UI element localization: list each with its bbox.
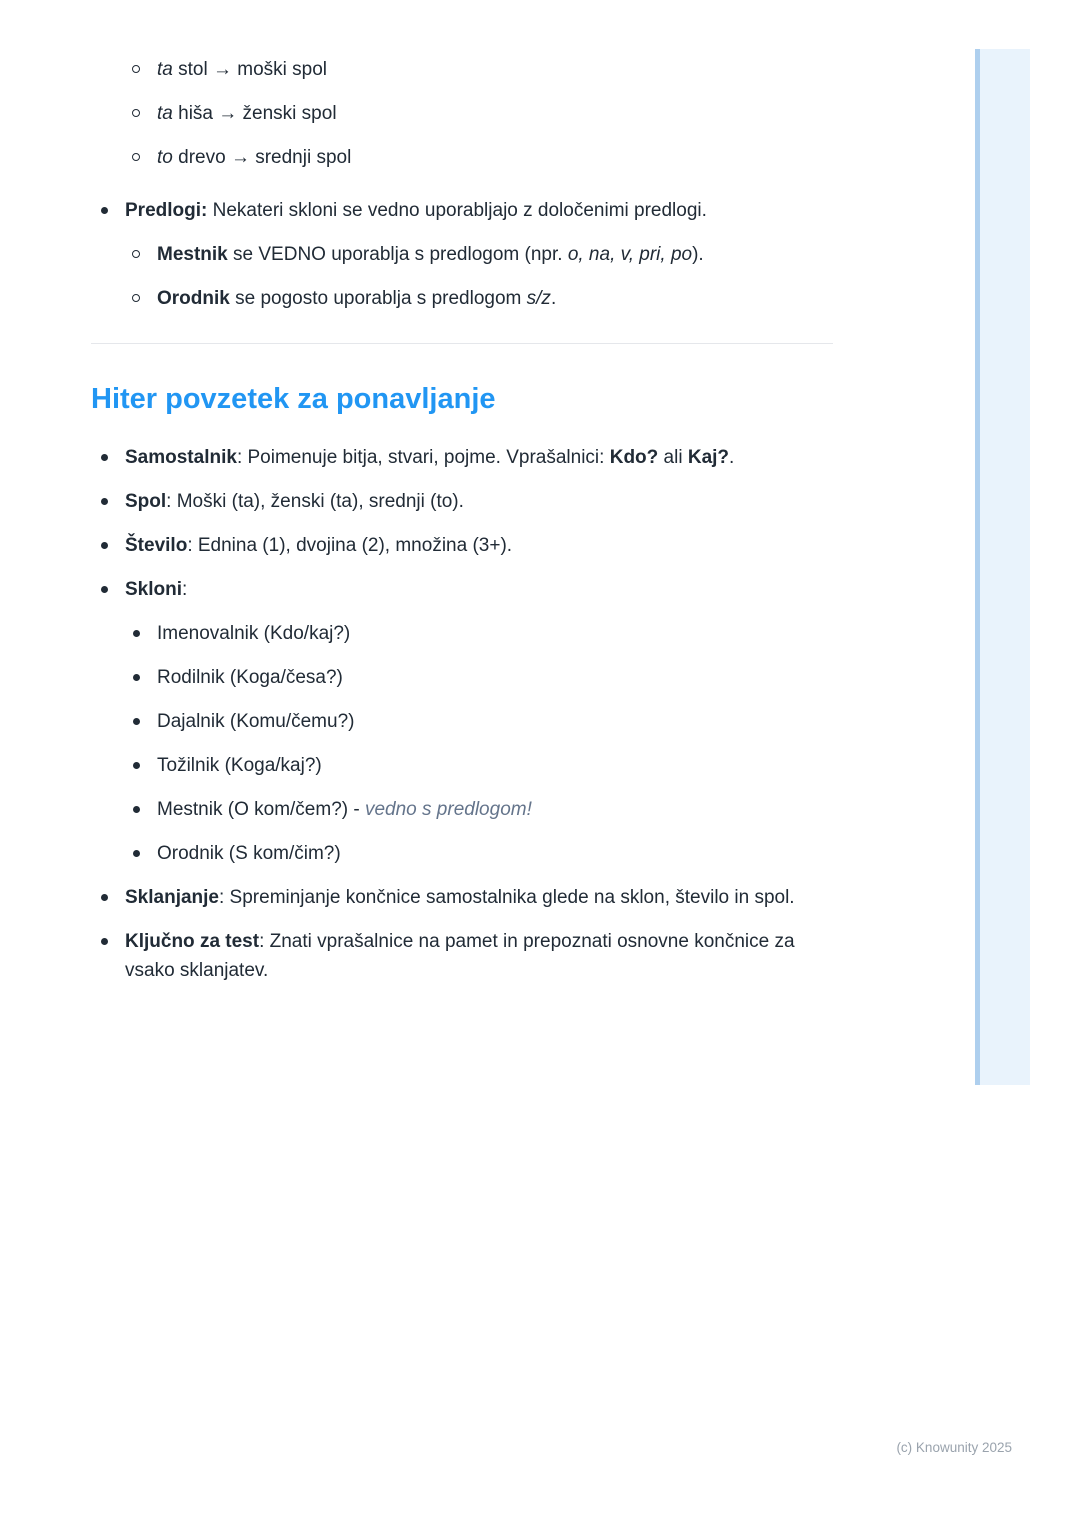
list-item-text: Sklanjanje: Spreminjanje končnice samostalnika glede na sklon, število in spol. <box>125 887 795 908</box>
list-item-text: Orodnik se pogosto uporablja s predlogom s/z. <box>157 288 557 309</box>
list-item-text: Spol: Moški (ta), ženski (ta), srednji (to). <box>125 491 464 512</box>
summary-list <box>91 443 833 985</box>
list-item-text: Rodilnik (Koga/česa?) <box>157 667 343 688</box>
list-item <box>91 55 833 84</box>
predlogi-list <box>91 196 833 225</box>
list-item <box>125 663 833 692</box>
list-item-text: Skloni: <box>125 579 188 600</box>
gender-example-list <box>91 55 833 172</box>
list-item <box>91 487 833 516</box>
list-item-text: Samostalnik: Poimenuje bitja, stvari, pojme. Vprašalnici: Kdo? ali Kaj?. <box>125 447 735 468</box>
list-item-text: to drevo → srednji spol <box>157 147 352 168</box>
list-item-text: ta hiša → ženski spol <box>157 103 337 124</box>
list-item-text: ta stol → moški spol <box>157 59 328 80</box>
list-item-text: Mestnik se VEDNO uporablja s predlogom (npr. o, na, v, pri, po). <box>157 244 704 265</box>
copyright-note: (c) Knowunity 2025 <box>896 1440 1012 1455</box>
list-item-text: Ključno za test: Znati vprašalnice na pamet in prepoznati osnovne končnice za vsako sklanjatev. <box>125 931 795 981</box>
scrollbar-track[interactable] <box>975 49 1030 1085</box>
skloni-sub-list <box>125 619 833 868</box>
list-item <box>125 751 833 780</box>
list-item <box>91 883 833 912</box>
list-item <box>125 707 833 736</box>
list-item-text: Orodnik (S kom/čim?) <box>157 843 341 864</box>
list-item <box>91 196 833 225</box>
list-item <box>91 284 833 313</box>
list-item-text: Mestnik (O kom/čem?) - vedno s predlogom! <box>157 799 532 820</box>
list-item <box>91 143 833 172</box>
section-divider <box>91 343 833 344</box>
section-heading: Hiter povzetek za ponavljanje <box>91 383 496 415</box>
list-item <box>91 927 833 985</box>
list-item-text: Imenovalnik (Kdo/kaj?) <box>157 623 351 644</box>
list-item-text: Predlogi: Nekateri skloni se vedno uporabljajo z določenimi predlogi. <box>125 200 707 221</box>
list-item <box>91 99 833 128</box>
predlogi-sub-list <box>91 240 833 313</box>
document-content <box>91 55 833 1000</box>
list-item-text: Dajalnik (Komu/čemu?) <box>157 711 355 732</box>
list-item <box>91 443 833 472</box>
list-item <box>91 575 833 868</box>
list-item-text: Tožilnik (Koga/kaj?) <box>157 755 322 776</box>
list-item <box>125 619 833 648</box>
list-item <box>125 839 833 868</box>
list-item-text: Število: Ednina (1), dvojina (2), množina (3+). <box>125 535 513 556</box>
list-item <box>91 240 833 269</box>
list-item <box>91 531 833 560</box>
list-item <box>125 795 833 824</box>
